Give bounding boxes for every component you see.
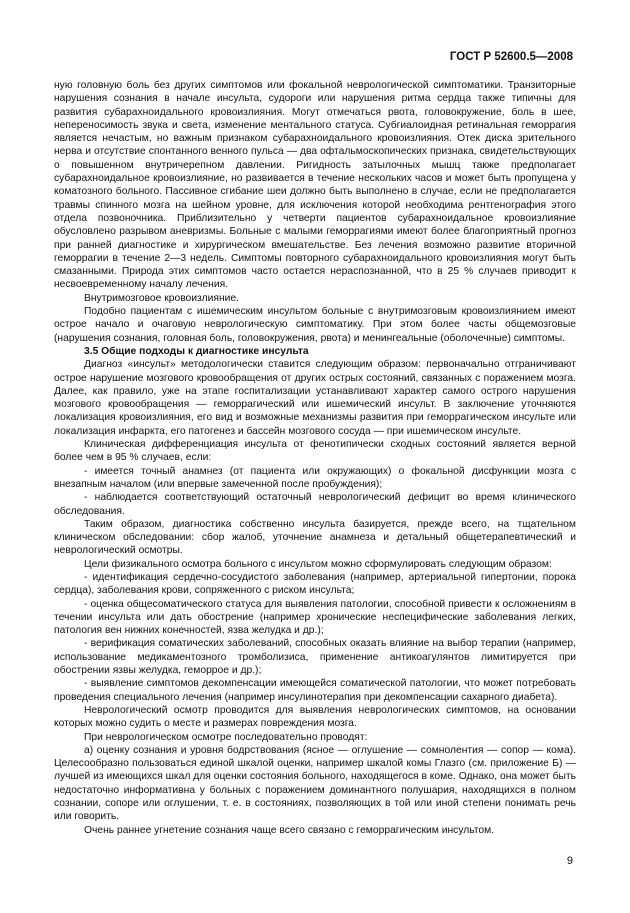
paragraph: Таким образом, диагностика собственно инсульта базируется, прежде всего, на тщательном клиническом обследовании: сбор жалоб, уточнение анамнеза и детальный общетерапевтический и неврологический осмотры. [54,518,576,557]
paragraph: а) оценку сознания и уровня бодрствования (ясное — оглушение — сомнолентия — сопор — кома). Целесообразно пользоваться единой шкалой оценки, например шкалой комы Глазго (см. приложение Б) — лучшей из имеющихся шкал для оценки состояния больного, находящегося в коме. Однако, она может быть недостаточно информативна у больных с поражением доминантного полушария, находящихся в полном сознании, сопоре или оглушении, т. е. в состояниях, позволяющих в той или иной степени понимать речь или говорить. [54,744,576,823]
section-heading: 3.5 Общие подходы к диагностике инсульта [84,345,309,357]
document-body [54,79,576,837]
paragraph: При неврологическом осмотре последовательно проводят: [84,731,368,743]
paragraph: - наблюдается соответствующий остаточный неврологический дефицит во время клинического обследования. [54,492,576,517]
paragraph: Диагноз «инсульт» методологически ставится следующим образом: первоначально отграничивают острое нарушение мозгового кровообращения от других острых состояний, связанных с поражением мозга. Далее, как правило, уже на этапе госпитализации устанавливают характер самого острого нарушения мозгового кровообращения — геморрагический или ишемический инсульт. В заключение уточняются локализация кровоизлияния, его вид и возможные механизмы развития при геморрагическом инсульте или локализация инфаркта, его патогенез и бассейн мозгового сосуда — при ишемическом инсульте. [54,359,576,437]
paragraph: - идентификация сердечно-сосудистого заболевания (например, артериальной гипертонии, порока сердца), заболевания крови, сопряженного с риском инсульта; [54,571,576,597]
page-number: 9 [566,855,573,867]
paragraph: Клиническая дифференциация инсульта от фенотипически сходных состояний является верной более чем в 95 % случаев, если: [54,439,576,464]
paragraph: ную головную боль без других симптомов или фокальной неврологической симптоматики. Транзиторные нарушения сознания в начале инсульта, судороги или нарушения ритма сердца также типичны для развития субарахноидального кровоизлияния. Могут отмечаться рвота, головокружение, боль в шее, непереносимость звука и света, изменение ментального статуса. Субгиалоидная ретинальная геморрагия является нечастым, но важным признаком субарахноидального кровоизлияния. Отек диска зрительного нерва и отсутствие спонтанного венного пульса — два офтальмоскопических признака, свидетельствующих о повышенном внутричерепном давлении. Ригидность затылочных мышц также предполагает субарахноидальное кровоизлияние, но развивается в течение нескольких часов и может быть пропущена у коматозного больного. Пассивное сгибание шеи должно быть выполнено в случае, если не предполагается травмы спинного мозга на шейном уровне, для исключения которой необходима рентгенография этого отдела позвоночника. Приблизительно у четверти пациентов субарахноидальное кровоизлияние обусловлено разрывом аневризмы. Больные с малыми геморрагиями имеют более благоприятный прогноз при ранней диагностике и хирургическом вмешательстве. Без лечения возможно развитие вторичной геморрагии в течение 2—3 недель. Симптомы повторного субарахноидального кровоизлияния могут быть смазанными. Природа этих симптомов часто остается нераспознанной, что в 25 % случаев приводит к несвоевременному началу лечения. [54,80,576,291]
paragraph: Неврологический осмотр проводится для выявления неврологических симптомов, на основании которых можно судить о месте и размерах повреждения мозга. [54,704,576,730]
paragraph: - имеется точный анамнез (от пациента или окружающих) о фокальной дисфункции мозга с внезапным началом (или впервые замеченной после пробуждения); [54,465,576,490]
paragraph: - оценка общесоматического статуса для выявления патологии, способной привести к осложнениям в течении инсульта или дать обострение (например хронические неспецифические заболевания легких, патология вен нижних конечностей, язва желудка и др.); [54,598,576,637]
standard-header: ГОСТ Р 52600.5—2008 [449,51,573,63]
paragraph: Цели физикального осмотра больного с инсультом можно сформулировать следующим образом: [84,558,552,570]
paragraph: Подобно пациентам с ишемическим инсультом больные с внутримозговым кровоизлиянием имеют острое начало и очаговую неврологическую симптоматику. При этом более часты общемозговые (нарушения сознания, головная боль, головокружения, рвота) и менингеальные (оболочечные) симптомы. [54,306,576,344]
paragraph: - верификация соматических заболеваний, способных оказать влияние на выбор терапии (например, использование медикаментозного тромболизиса, применение антикоагулянтов лимитируется при обострении язвы желудка, геморрое и др.); [54,638,576,677]
paragraph: Внутримозговое кровоизлияние. [84,292,239,304]
paragraph: - выявление симптомов декомпенсации имеющейся соматической патологии, что может потребовать проведения специального лечения (например инсулинотерапия при декомпенсации сахарного диабета). [54,678,576,703]
paragraph: Очень раннее угнетение сознания чаще всего связано с геморрагическим инсультом. [84,824,495,836]
